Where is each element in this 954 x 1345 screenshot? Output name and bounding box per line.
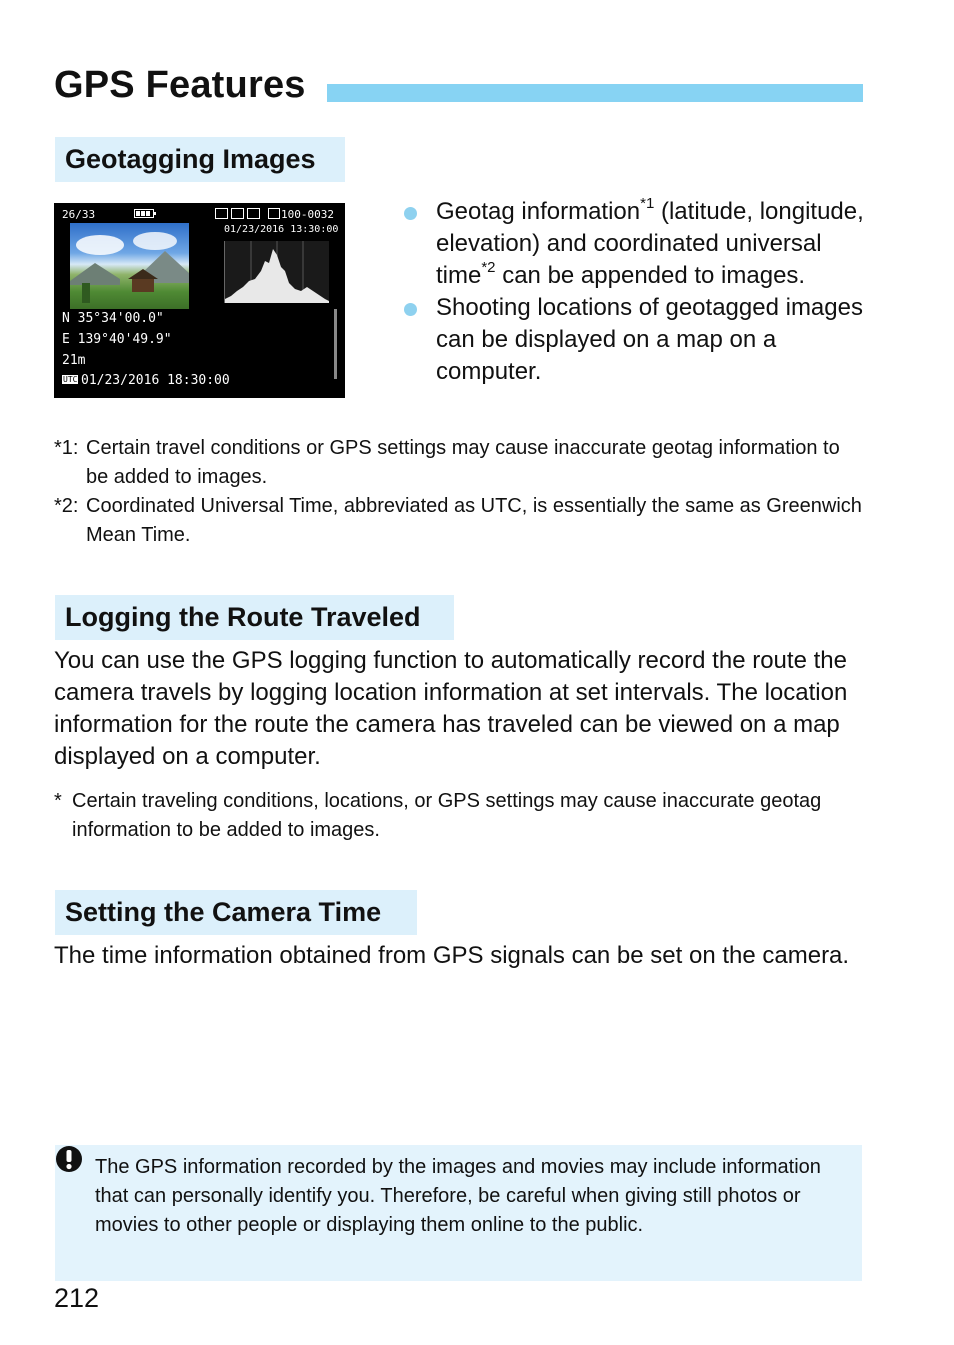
folder-icon — [268, 208, 280, 219]
caution-icon — [55, 1145, 85, 1175]
logging-body: You can use the GPS logging function to automatically record the route the camera travels by logging location information at set intervals. The location information for the route the camera has traveled can be viewed on a map displayed on a computer. — [54, 647, 848, 770]
footnote — [54, 434, 864, 492]
footnote-mark: *1: — [54, 437, 79, 459]
lcd-frame-count: 26/33 — [62, 208, 96, 221]
lcd-file-number: 100-0032 — [281, 208, 334, 221]
footnote-mark: *2: — [54, 495, 79, 517]
lcd-latitude: N 35°34'00.0" — [62, 311, 164, 326]
section-heading-camera-time: Setting the Camera Time — [55, 890, 417, 935]
list-item — [404, 292, 874, 388]
logging-note — [54, 787, 864, 845]
section-heading-logging: Logging the Route Traveled — [55, 595, 454, 640]
page-title: GPS Features — [54, 64, 306, 106]
histogram — [224, 241, 329, 303]
status-icons — [215, 208, 261, 219]
geotag-bullet-list — [404, 196, 874, 388]
bullet-text: Shooting locations of geotagged images can be displayed on a map on a computer. — [436, 294, 863, 385]
bullet-text: (latitude, longitude, elevation) and coordinated universal time — [436, 198, 864, 289]
utc-icon: UTC — [63, 375, 78, 384]
footnote-text: Certain travel conditions or GPS settings may cause inaccurate geotag information to be added to images. — [86, 437, 840, 488]
footnote — [54, 492, 864, 550]
footnotes — [54, 434, 864, 550]
footnote-ref: *1 — [640, 195, 655, 212]
list-item — [404, 196, 874, 292]
battery-icon — [134, 209, 156, 218]
page-number: 212 — [54, 1283, 100, 1313]
lcd-longitude: E 139°40'49.9" — [62, 332, 172, 347]
camera-lcd-image — [54, 203, 345, 398]
caution-box — [55, 1145, 862, 1281]
scroll-indicator — [334, 309, 337, 379]
lcd-datetime: 01/23/2016 13:30:00 — [224, 224, 339, 235]
footnote-ref: *2 — [481, 259, 496, 276]
bullet-text: Geotag information — [436, 198, 641, 225]
photo-thumbnail — [70, 223, 189, 309]
footnote-text: Certain traveling conditions, locations, or GPS settings may cause inaccurate geotag information to be added to images. — [72, 790, 822, 841]
footnote-mark: * — [54, 790, 62, 812]
footnote-text: Coordinated Universal Time, abbreviated as UTC, is essentially the same as Greenwich Mean Time. — [86, 495, 862, 546]
bullet-icon — [404, 303, 417, 316]
camera-time-body: The time information obtained from GPS signals can be set on the camera. — [54, 942, 850, 969]
caution-text: The GPS information recorded by the images and movies may include information that can personally identify you. Therefore, be careful when giving still photos or movies to other people or displaying them online to the public. — [95, 1156, 821, 1236]
bullet-text: can be appended to images. — [495, 262, 806, 289]
lcd-elevation: 21m — [62, 353, 86, 368]
title-accent-bar — [327, 84, 863, 102]
section-heading-geotagging: Geotagging Images — [55, 137, 345, 182]
lcd-utc-time: 01/23/2016 18:30:00 — [81, 373, 230, 388]
bullet-icon — [404, 207, 417, 220]
